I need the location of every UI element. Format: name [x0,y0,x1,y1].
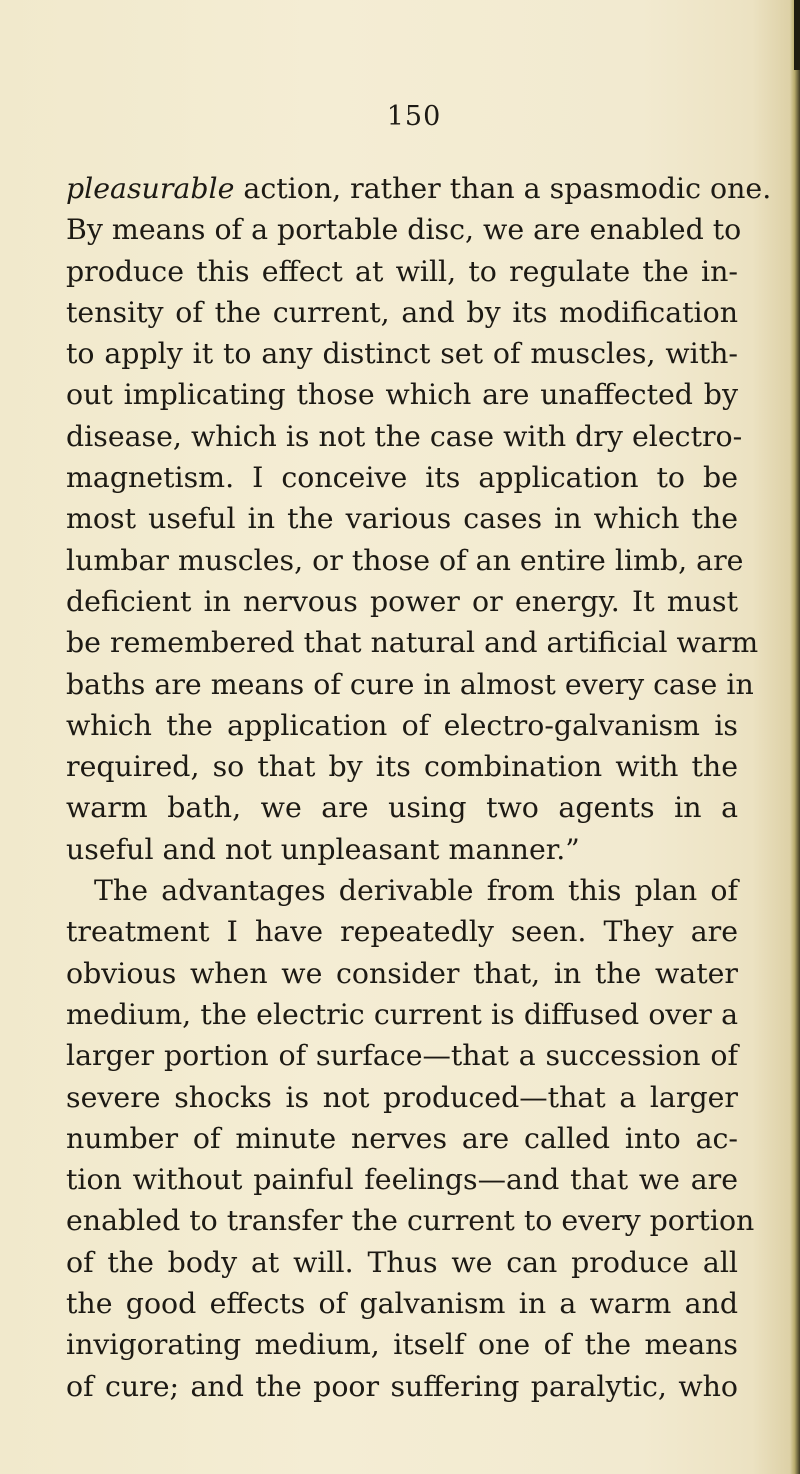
text-line: of cure; and the poor suffering paralytic, who [66,1369,738,1403]
text-line [66,168,772,209]
text-line: useful and not unpleasant manner.” [66,832,580,866]
text-line: tion without painful feelings—and that we are [66,1163,738,1197]
text-line: tensity of the current, and by its modification [66,295,738,329]
text-line: By means of a portable disc, we are enabled to [66,213,742,247]
text-line: produce this effect at will, to regulate the in- [66,254,738,288]
text-line: most useful in the various cases in which the [66,502,738,536]
text-line: larger portion of surface—that a succession of [66,1039,738,1073]
italic-word: pleasurable [66,172,235,205]
text-line: number of minute nerves are called into ac- [66,1121,738,1155]
text-line: out implicating those which are unaffected by [66,378,738,412]
text-line: to apply it to any distinct set of muscles, with- [66,337,738,371]
body-text [66,168,772,1407]
text-line: deficient in nervous power or energy. It must [66,584,738,618]
text-line: baths are means of cure in almost every case in [66,667,754,701]
line-text: action, rather than a spasmodic one. [234,172,772,205]
text-line: magnetism. I conceive its application to be [66,461,738,495]
page-edge-mark [794,0,800,70]
page-edge-shadow [790,0,800,1474]
text-line: The advantages derivable from this plan of [94,874,738,908]
text-line: warm bath, we are using two agents in a [66,791,738,825]
text-line: the good effects of galvanism in a warm and [66,1287,738,1321]
text-line: medium, the electric current is diffused over a [66,997,738,1031]
text-line: severe shocks is not produced—that a larger [66,1080,738,1114]
page-number: 150 [386,101,442,132]
text-line: obvious when we consider that, in the water [66,956,738,990]
text-line: lumbar muscles, or those of an entire limb, are [66,543,744,577]
text-line: which the application of electro-galvanism is [66,708,738,742]
text-line: disease, which is not the case with dry electro- [66,419,743,453]
text-line: invigorating medium, itself one of the means [66,1328,738,1362]
text-line: required, so that by its combination with the [66,750,738,784]
text-line: treatment I have repeatedly seen. They are [66,915,738,949]
text-line: enabled to transfer the current to every portion [66,1204,755,1238]
text-line: of the body at will. Thus we can produce all [66,1245,738,1279]
text-line: be remembered that natural and artificial warm [66,626,759,660]
